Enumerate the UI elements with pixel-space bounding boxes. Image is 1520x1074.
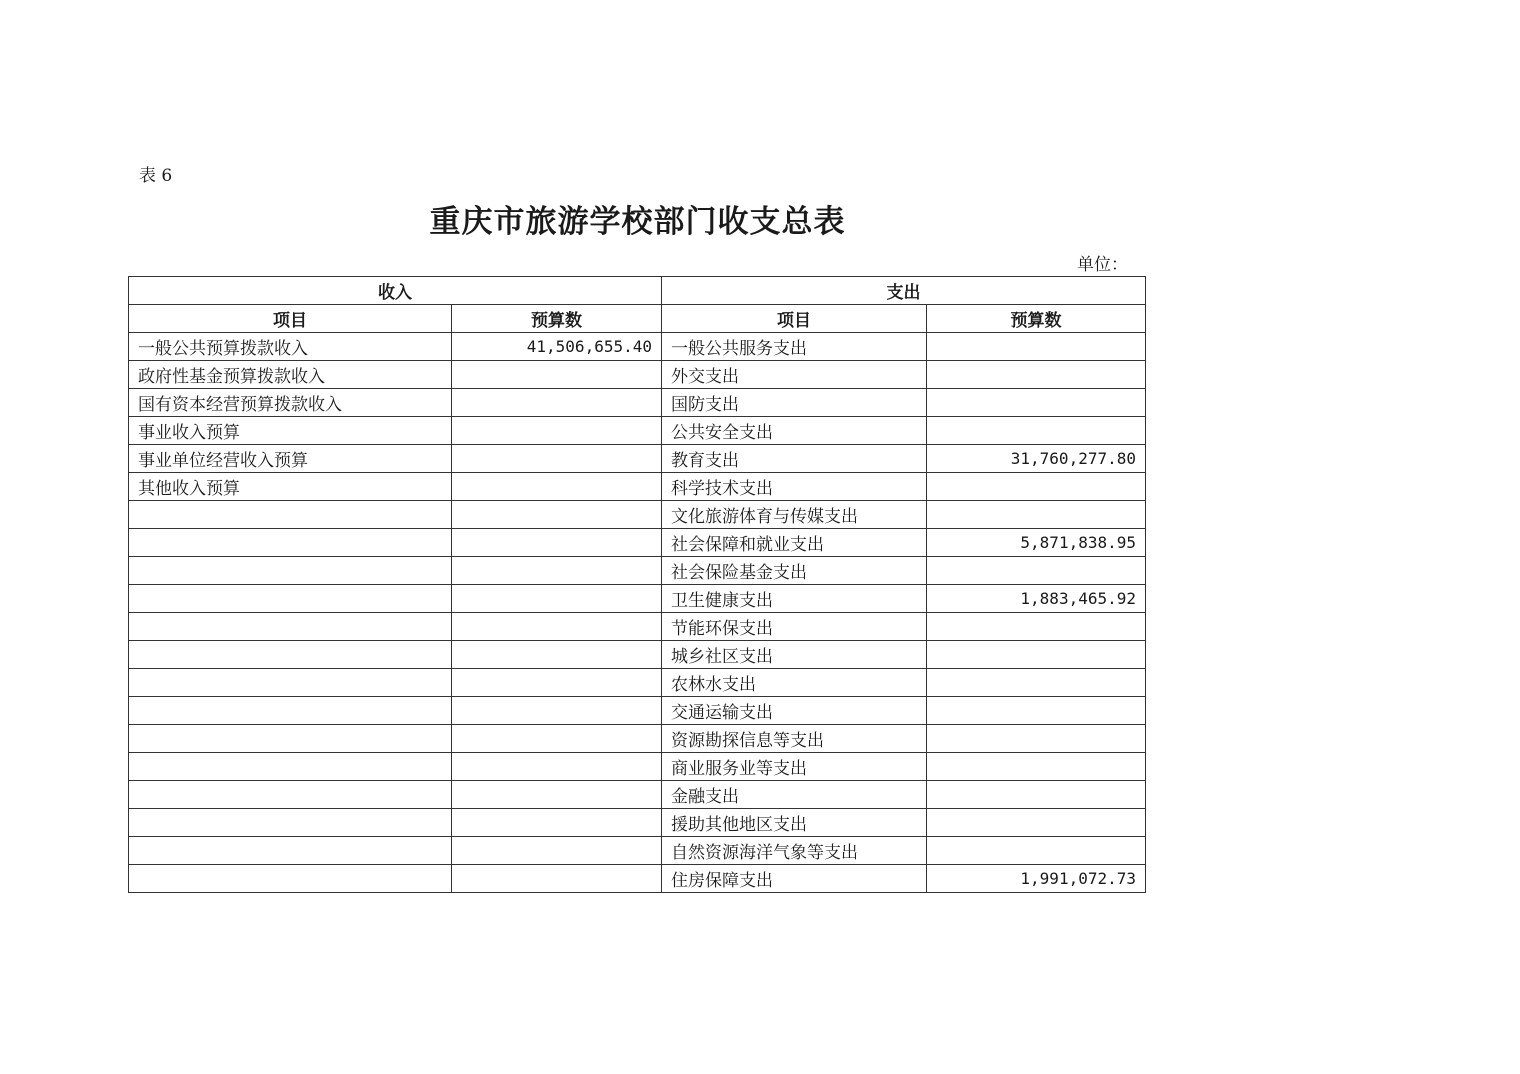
expense-amount-cell: 1,883,465.92 (927, 585, 1146, 613)
income-item-cell: 其他收入预算 (129, 473, 452, 501)
expense-item-cell: 农林水支出 (662, 669, 927, 697)
income-amount-cell (452, 837, 662, 865)
expense-amount-cell (927, 417, 1146, 445)
income-item-cell (129, 697, 452, 725)
expense-amount-cell (927, 557, 1146, 585)
income-amount-cell (452, 585, 662, 613)
expense-item-cell: 节能环保支出 (662, 613, 927, 641)
income-amount-cell (452, 389, 662, 417)
income-item-cell: 一般公共预算拨款收入 (129, 333, 452, 361)
table-row (129, 389, 1146, 417)
income-item-cell (129, 753, 452, 781)
income-item-cell: 事业收入预算 (129, 417, 452, 445)
expense-amount-cell (927, 725, 1146, 753)
income-item-cell (129, 725, 452, 753)
expense-amount-cell (927, 641, 1146, 669)
expense-item-cell: 公共安全支出 (662, 417, 927, 445)
table-row (129, 501, 1146, 529)
table-row (129, 333, 1146, 361)
income-item-cell: 政府性基金预算拨款收入 (129, 361, 452, 389)
expense-amount-cell: 1,991,072.73 (927, 865, 1146, 893)
income-amount-cell (452, 865, 662, 893)
income-amount-cell (452, 613, 662, 641)
income-item-cell (129, 501, 452, 529)
expense-amount-cell (927, 781, 1146, 809)
income-amount-cell (452, 725, 662, 753)
income-group-header: 收入 (129, 277, 662, 305)
expense-item-cell: 自然资源海洋气象等支出 (662, 837, 927, 865)
income-amount-cell (452, 417, 662, 445)
table-row (129, 361, 1146, 389)
table-row (129, 473, 1146, 501)
income-amount-cell (452, 361, 662, 389)
expense-item-cell: 援助其他地区支出 (662, 809, 927, 837)
budget-table-body (129, 333, 1146, 893)
income-item-cell (129, 837, 452, 865)
income-item-cell (129, 781, 452, 809)
expense-item-cell: 金融支出 (662, 781, 927, 809)
expense-item-cell: 社会保障和就业支出 (662, 529, 927, 557)
income-item-cell (129, 641, 452, 669)
income-item-cell (129, 529, 452, 557)
income-amount-cell (452, 501, 662, 529)
expense-amount-header: 预算数 (927, 305, 1146, 333)
unit-label: 单位： (1077, 255, 1128, 275)
expense-item-cell: 科学技术支出 (662, 473, 927, 501)
income-amount-cell (452, 669, 662, 697)
table-row (129, 557, 1146, 585)
income-amount-cell (452, 445, 662, 473)
table-number-label: 表 6 (139, 166, 173, 186)
page-title: 重庆市旅游学校部门收支总表 (429, 204, 846, 240)
table-row (129, 781, 1146, 809)
expense-amount-cell (927, 473, 1146, 501)
income-amount-cell (452, 529, 662, 557)
table-row (129, 753, 1146, 781)
expense-amount-cell (927, 361, 1146, 389)
income-amount-cell (452, 697, 662, 725)
expense-amount-cell (927, 389, 1146, 417)
table-row (129, 809, 1146, 837)
income-item-cell (129, 613, 452, 641)
income-amount-header: 预算数 (452, 305, 662, 333)
table-row (129, 585, 1146, 613)
income-item-cell (129, 585, 452, 613)
income-item-cell: 事业单位经营收入预算 (129, 445, 452, 473)
table-row (129, 837, 1146, 865)
table-row (129, 697, 1146, 725)
table-row (129, 613, 1146, 641)
budget-summary-table (128, 276, 1146, 893)
table-row (129, 669, 1146, 697)
table-row (129, 445, 1146, 473)
expense-item-cell: 国防支出 (662, 389, 927, 417)
expense-amount-cell (927, 333, 1146, 361)
expense-amount-cell (927, 809, 1146, 837)
income-amount-cell (452, 753, 662, 781)
column-header-row (129, 305, 1146, 333)
expense-item-cell: 交通运输支出 (662, 697, 927, 725)
income-amount-cell (452, 473, 662, 501)
group-header-row (129, 277, 1146, 305)
table-row (129, 529, 1146, 557)
expense-item-cell: 住房保障支出 (662, 865, 927, 893)
expense-item-cell: 卫生健康支出 (662, 585, 927, 613)
expense-item-cell: 外交支出 (662, 361, 927, 389)
table-row (129, 865, 1146, 893)
income-item-cell (129, 865, 452, 893)
expense-amount-cell (927, 501, 1146, 529)
income-amount-cell (452, 557, 662, 585)
table-row (129, 417, 1146, 445)
income-item-cell (129, 809, 452, 837)
expense-item-cell: 文化旅游体育与传媒支出 (662, 501, 927, 529)
expense-item-cell: 一般公共服务支出 (662, 333, 927, 361)
expense-amount-cell (927, 753, 1146, 781)
expense-amount-cell (927, 669, 1146, 697)
income-item-header: 项目 (129, 305, 452, 333)
expense-amount-cell: 5,871,838.95 (927, 529, 1146, 557)
expense-item-header: 项目 (662, 305, 927, 333)
expense-item-cell: 资源勘探信息等支出 (662, 725, 927, 753)
income-amount-cell (452, 641, 662, 669)
income-amount-cell: 41,506,655.40 (452, 333, 662, 361)
income-amount-cell (452, 781, 662, 809)
expense-item-cell: 商业服务业等支出 (662, 753, 927, 781)
income-item-cell (129, 557, 452, 585)
expense-group-header: 支出 (662, 277, 1146, 305)
expense-amount-cell (927, 697, 1146, 725)
table-row (129, 725, 1146, 753)
expense-item-cell: 社会保险基金支出 (662, 557, 927, 585)
expense-amount-cell (927, 837, 1146, 865)
expense-amount-cell (927, 613, 1146, 641)
table-row (129, 641, 1146, 669)
expense-item-cell: 城乡社区支出 (662, 641, 927, 669)
expense-item-cell: 教育支出 (662, 445, 927, 473)
expense-amount-cell: 31,760,277.80 (927, 445, 1146, 473)
income-item-cell (129, 669, 452, 697)
income-item-cell: 国有资本经营预算拨款收入 (129, 389, 452, 417)
income-amount-cell (452, 809, 662, 837)
